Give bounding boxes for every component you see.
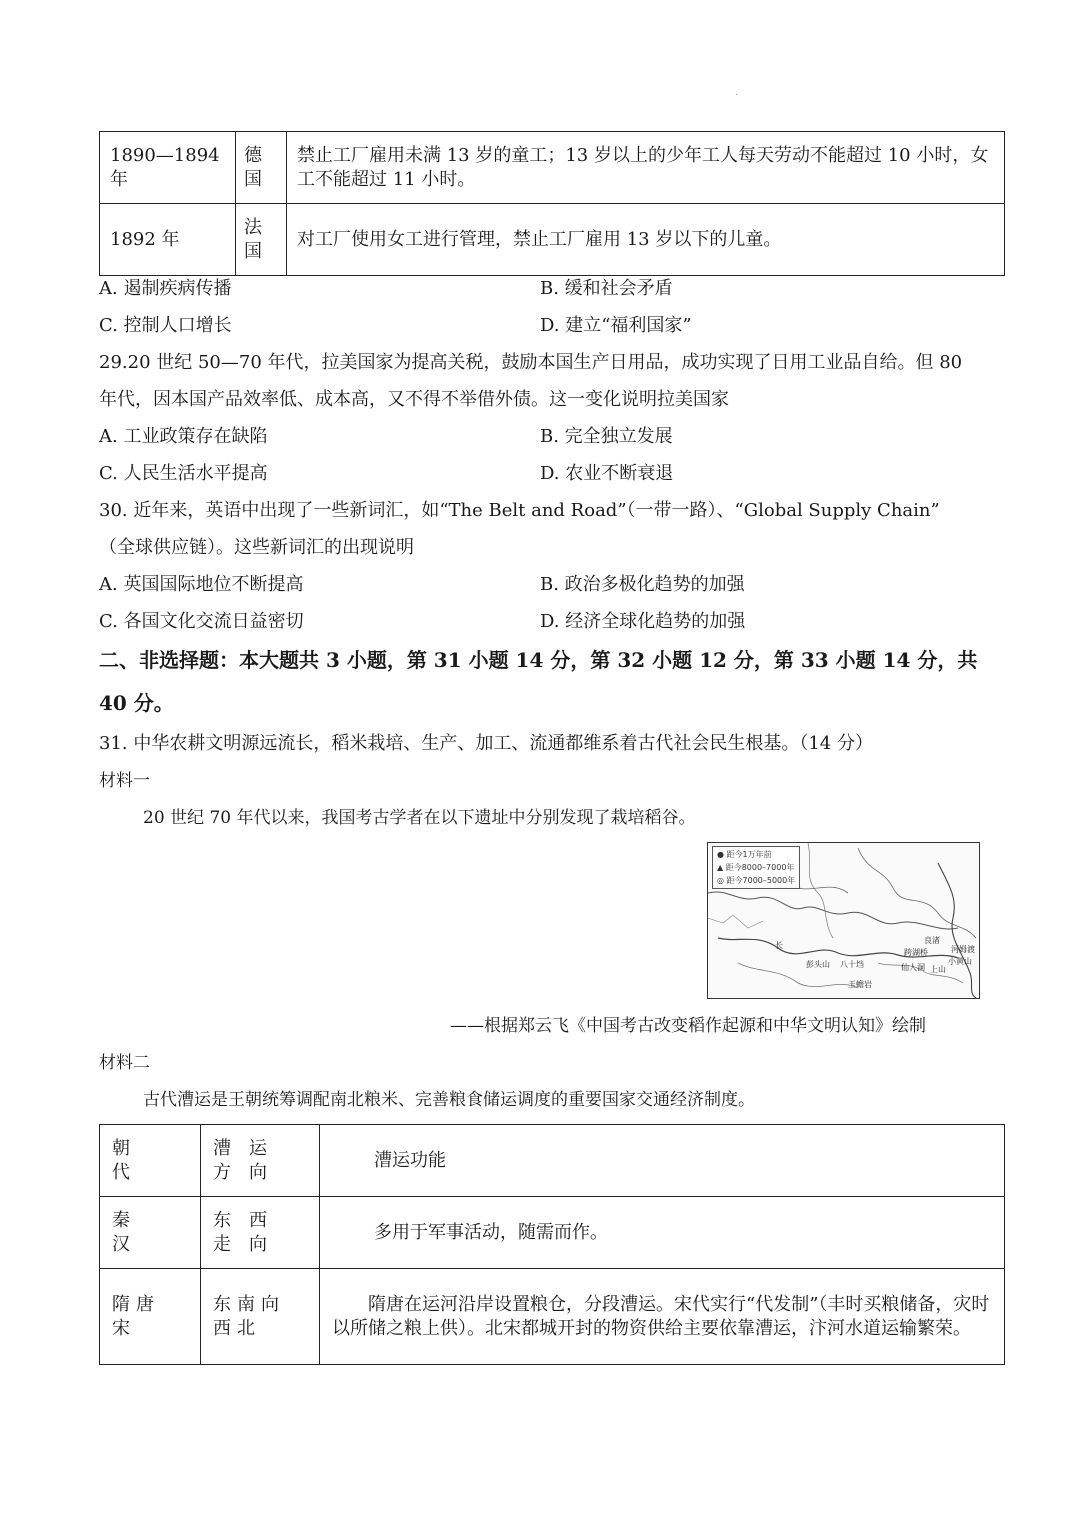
material2-title: 材料二 [99, 1053, 150, 1073]
direction-text: 东西走向 [213, 1209, 285, 1255]
table-header-row [100, 1125, 1005, 1197]
function-cell [320, 1197, 1005, 1269]
country-text: 德国 [244, 144, 262, 190]
material1-title: 材料一 [99, 771, 150, 791]
q29-option-c[interactable]: C. 人民生活水平提高 [99, 463, 268, 484]
q30-option-d[interactable]: D. 经济全球化趋势的加强 [540, 611, 746, 632]
direction-text: 东南向西北 [213, 1293, 285, 1339]
canal-transport-table [99, 1124, 1005, 1365]
table-row [100, 204, 1005, 276]
q28-option-c[interactable]: C. 控制人口增长 [99, 315, 232, 336]
site-label: 良渚 [924, 936, 940, 945]
header-text: 朝代 [112, 1137, 170, 1183]
legend-item: ▲ 距今8000–7000年 [717, 863, 795, 872]
function-cell [320, 1269, 1005, 1365]
function-text: 多用于军事活动，随需而作。 [374, 1221, 608, 1243]
map-legend [712, 846, 800, 889]
q30-option-b[interactable]: B. 政治多极化趋势的加强 [540, 574, 745, 595]
header-text: 漕运方向 [213, 1137, 285, 1183]
material2-text: 古代漕运是王朝统筹调配南北粮米、完善粮食储运调度的重要国家交通经济制度。 [143, 1090, 755, 1110]
page-dot: · [735, 90, 739, 101]
dynasty-text: 秦汉 [112, 1209, 170, 1255]
section2-heading-line2: 40 分。 [99, 691, 174, 715]
header-text: 漕运功能 [374, 1149, 446, 1171]
table-row [100, 1197, 1005, 1269]
material1-source: ——根据郑云飞《中国考古改变稻作起源和中华文明认知》绘制 [450, 1016, 926, 1036]
material1-text: 20 世纪 70 年代以来，我国考古学者在以下遗址中分别发现了栽培稻谷。 [143, 808, 696, 828]
q28-option-a[interactable]: A. 遏制疾病传播 [99, 278, 232, 299]
function-text: 隋唐在运河沿岸设置粮仓，分段漕运。宋代实行“代发制”（丰时买粮储备，灾时以所储之粮上供）。北宋都城开封的物资供给主要依靠漕运，汴河水道运输繁荣。 [332, 1293, 990, 1339]
dynasty-text: 隋唐宋 [112, 1293, 160, 1339]
q31-stem: 31. 中华农耕文明源远流长，稻米栽培、生产、加工、流通都维系着古代社会民生根基。（14 分） [99, 733, 873, 754]
labor-law-table [99, 131, 1005, 276]
site-label: 河姆渡 [951, 945, 975, 954]
content-cell [287, 204, 1005, 276]
q28-option-d[interactable]: D. 建立“福利国家” [540, 315, 692, 336]
site-label: 小黄山 [948, 957, 972, 966]
site-label: 玉蟾岩 [848, 980, 872, 989]
table-row [100, 132, 1005, 204]
dynasty-cell [100, 1269, 201, 1365]
site-label: 八十垱 [840, 960, 864, 969]
legend-item: ◎ 距今7000–5000年 [717, 876, 796, 885]
site-label: 仙人洞 [901, 963, 925, 972]
country-cell [236, 204, 287, 276]
year-cell [100, 132, 236, 204]
q29-stem-line2: 年代，因本国产品效率低、成本高，又不得不举借外债。这一变化说明拉美国家 [99, 389, 729, 410]
site-label: 上山 [930, 965, 946, 974]
country-cell [236, 132, 287, 204]
q30-stem-line1: 30. 近年来，英语中出现了一些新词汇，如“The Belt and Road”（一带一路）、“Global Supply Chain” [99, 500, 940, 521]
q29-option-a[interactable]: A. 工业政策存在缺陷 [99, 426, 268, 447]
header-dynasty [100, 1125, 201, 1197]
content-text: 禁止工厂雇用未满 13 岁的童工；13 岁以上的少年工人每天劳动不能超过 10 小时，女工不能超过 11 小时。 [297, 144, 989, 190]
dynasty-cell [100, 1197, 201, 1269]
q28-option-b[interactable]: B. 缓和社会矛盾 [540, 278, 673, 299]
q30-option-c[interactable]: C. 各国文化交流日益密切 [99, 611, 304, 632]
year-text: 1892 年 [110, 228, 180, 250]
rice-site-map [707, 842, 980, 999]
site-label: 跨湖桥 [904, 948, 928, 957]
q29-option-b[interactable]: B. 完全独立发展 [540, 426, 673, 447]
header-direction [201, 1125, 320, 1197]
table-row [100, 1269, 1005, 1365]
direction-cell [201, 1197, 320, 1269]
header-function [320, 1125, 1005, 1197]
q29-option-d[interactable]: D. 农业不断衰退 [540, 463, 674, 484]
year-cell [100, 204, 236, 276]
direction-cell [201, 1269, 320, 1365]
content-text: 对工厂使用女工进行管理，禁止工厂雇用 13 岁以下的儿童。 [297, 228, 782, 250]
content-cell [287, 132, 1005, 204]
q30-option-a[interactable]: A. 英国国际地位不断提高 [99, 574, 304, 595]
section2-heading-line1: 二、非选择题：本大题共 3 小题，第 31 小题 14 分，第 32 小题 12 分，第 33 小题 14 分，共 [99, 648, 978, 672]
country-text: 法国 [244, 216, 262, 262]
q30-stem-line2: （全球供应链）。这些新词汇的出现说明 [99, 537, 414, 558]
year-text: 1890—1894年 [110, 144, 220, 190]
site-label: 彭头山 [806, 960, 830, 969]
river-label: 长 [775, 941, 783, 950]
legend-item: ● 距今1万年前 [717, 850, 772, 859]
q29-stem-line1: 29.20 世纪 50—70 年代，拉美国家为提高关税，鼓励本国生产日用品，成功实现了日用工业品自给。但 80 [99, 352, 963, 373]
